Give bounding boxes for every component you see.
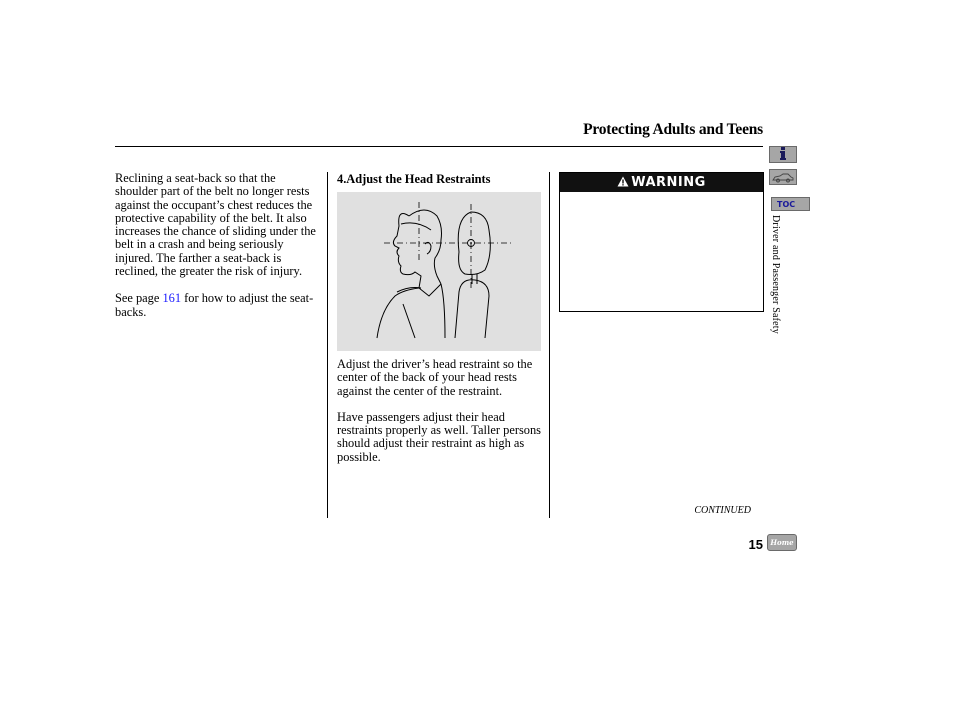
column-divider-right <box>549 172 550 518</box>
section-label-text: Driver and Passenger Safety <box>770 215 781 334</box>
home-button[interactable]: Home <box>767 534 797 551</box>
see-page-paragraph <box>115 292 320 319</box>
warning-triangle-icon <box>617 176 629 190</box>
column-divider-left <box>327 172 328 518</box>
page-title: Protecting Adults and Teens <box>583 121 763 138</box>
warning-header <box>560 173 763 192</box>
passenger-restraint-paragraph: Have passengers adjust their head restraints properly as well. Taller persons should adjust their restraint as high as possible. <box>337 409 541 464</box>
info-icon <box>778 145 788 164</box>
column-2 <box>337 358 542 464</box>
head-restraint-heading: 4.Adjust the Head Restraints <box>337 172 491 186</box>
info-button[interactable] <box>769 146 797 163</box>
warning-label: WARNING <box>631 175 706 190</box>
see-page-suffix: for how to adjust the seat-backs. <box>115 291 314 319</box>
head-restraint-illustration <box>337 192 541 351</box>
continued-label: CONTINUED <box>694 505 751 516</box>
see-page-prefix: See page <box>115 291 163 306</box>
toc-button[interactable]: TOC <box>771 197 810 211</box>
section-tab-label[interactable] <box>768 215 782 360</box>
warning-box <box>559 172 764 312</box>
driver-restraint-paragraph: Adjust the driver’s head restraint so the center of the back of your head rests against the center of the restraint. <box>337 357 533 398</box>
vehicle-index-button[interactable] <box>769 169 797 185</box>
page-161-link[interactable]: 161 <box>162 291 182 306</box>
recline-warning-paragraph: Reclining a seat-back so that the shoulder part of the belt no longer rests against the occupant’s chest reduces the protective capability of the belt. It also increases the chance of sliding under the belt in a crash and being seriously injured. The farther a seat-back is reclined, the greater the risk of injury. <box>115 171 316 279</box>
page-number: 15 <box>748 537 763 552</box>
title-divider <box>115 146 763 147</box>
car-icon <box>772 168 794 187</box>
head-restraint-drawing <box>337 192 541 351</box>
column-1 <box>115 172 320 319</box>
